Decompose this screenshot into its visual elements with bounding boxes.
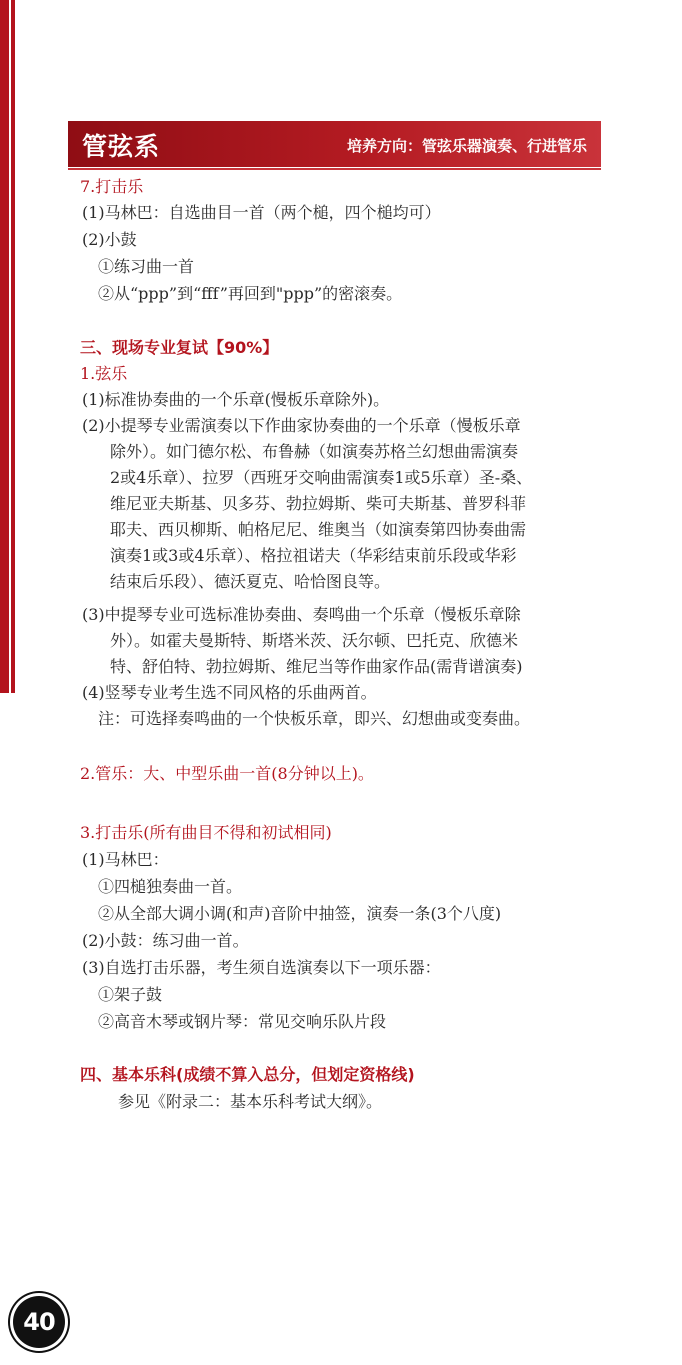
strings-line: (3)中提琴专业可选标准协奏曲、奏鸣曲一个乐章（慢板乐章除 bbox=[82, 605, 521, 624]
section4-heading: 四、基本乐科(成绩不算入总分，但划定资格线) bbox=[80, 1065, 415, 1084]
strings-line: 除外）。如门德尔松、布鲁赫（如演奏苏格兰幻想曲需演奏 bbox=[110, 442, 519, 461]
strings-line: 演奏1或3或4乐章）、格拉祖诺夫（华彩结束前乐段或华彩 bbox=[110, 546, 517, 565]
winds-heading: 2.管乐：大、中型乐曲一首(8分钟以上)。 bbox=[80, 764, 374, 783]
section3-heading: 三、现场专业复试【90%】 bbox=[80, 338, 279, 357]
page-number: 40 bbox=[23, 1308, 55, 1336]
strings-line: (4)竖琴专业考生选不同风格的乐曲两首。 bbox=[82, 683, 377, 702]
percussion-retest-line: ②从全部大调小调(和声)音阶中抽签，演奏一条(3个八度) bbox=[98, 904, 502, 923]
side-accent-stripe bbox=[11, 0, 13, 693]
page-number-badge bbox=[13, 1296, 65, 1348]
percussion-retest-line: (3)自选打击乐器，考生须自选演奏以下一项乐器： bbox=[82, 958, 441, 977]
strings-line: (2)小提琴专业需演奏以下作曲家协奏曲的一个乐章（慢板乐章 bbox=[82, 416, 521, 435]
percussion-retest-line: ②高音木琴或钢片琴：常见交响乐队片段 bbox=[98, 1012, 387, 1031]
percussion-initial-line: ②从“ppp”到“fff”再回到"ppp”的密滚奏。 bbox=[98, 284, 403, 303]
strings-line: (1)标准协奏曲的一个乐章(慢板乐章除外)。 bbox=[82, 390, 390, 409]
percussion-retest-heading: 3.打击乐(所有曲目不得和初试相同) bbox=[80, 823, 332, 842]
strings-line: 2或4乐章）、拉罗（西班牙交响曲需演奏1或5乐章）圣-桑、 bbox=[110, 468, 533, 487]
percussion-initial-line: ①练习曲一首 bbox=[98, 257, 195, 276]
strings-line: 外）。如霍夫曼斯特、斯塔米茨、沃尔顿、巴托克、欣德米 bbox=[110, 631, 519, 650]
section-header-band bbox=[68, 121, 601, 167]
percussion-retest-line: (2)小鼓：练习曲一首。 bbox=[82, 931, 249, 950]
strings-heading: 1.弦乐 bbox=[80, 364, 128, 383]
strings-line: 耶夫、西贝柳斯、帕格尼尼、维奥当（如演奏第四协奏曲需 bbox=[110, 520, 527, 539]
percussion-retest-line: (1)马林巴： bbox=[82, 850, 169, 869]
percussion-initial-heading: 7.打击乐 bbox=[80, 177, 144, 196]
strings-line: 特、舒伯特、勃拉姆斯、维尼当等作曲家作品(需背谱演奏) bbox=[110, 657, 523, 676]
training-direction: 培养方向：管弦乐器演奏、行进管乐 bbox=[346, 137, 587, 155]
department-title: 管弦系 bbox=[82, 132, 161, 161]
strings-line: 维尼亚夫斯基、贝多芬、勃拉姆斯、柴可夫斯基、普罗科菲 bbox=[110, 494, 527, 513]
percussion-retest-line: ①架子鼓 bbox=[98, 985, 163, 1004]
strings-note: 注：可选择奏鸣曲的一个快板乐章，即兴、幻想曲或变奏曲。 bbox=[98, 709, 531, 728]
percussion-initial-line: (2)小鼓 bbox=[82, 230, 137, 249]
percussion-initial-line: (1)马林巴：自选曲目一首（两个槌，四个槌均可） bbox=[82, 203, 441, 222]
percussion-retest-line: ①四槌独奏曲一首。 bbox=[98, 877, 243, 896]
section4-note: 参见《附录二：基本乐科考试大纲》。 bbox=[118, 1092, 383, 1111]
strings-line: 结束后乐段）、德沃夏克、哈恰图良等。 bbox=[110, 572, 391, 591]
